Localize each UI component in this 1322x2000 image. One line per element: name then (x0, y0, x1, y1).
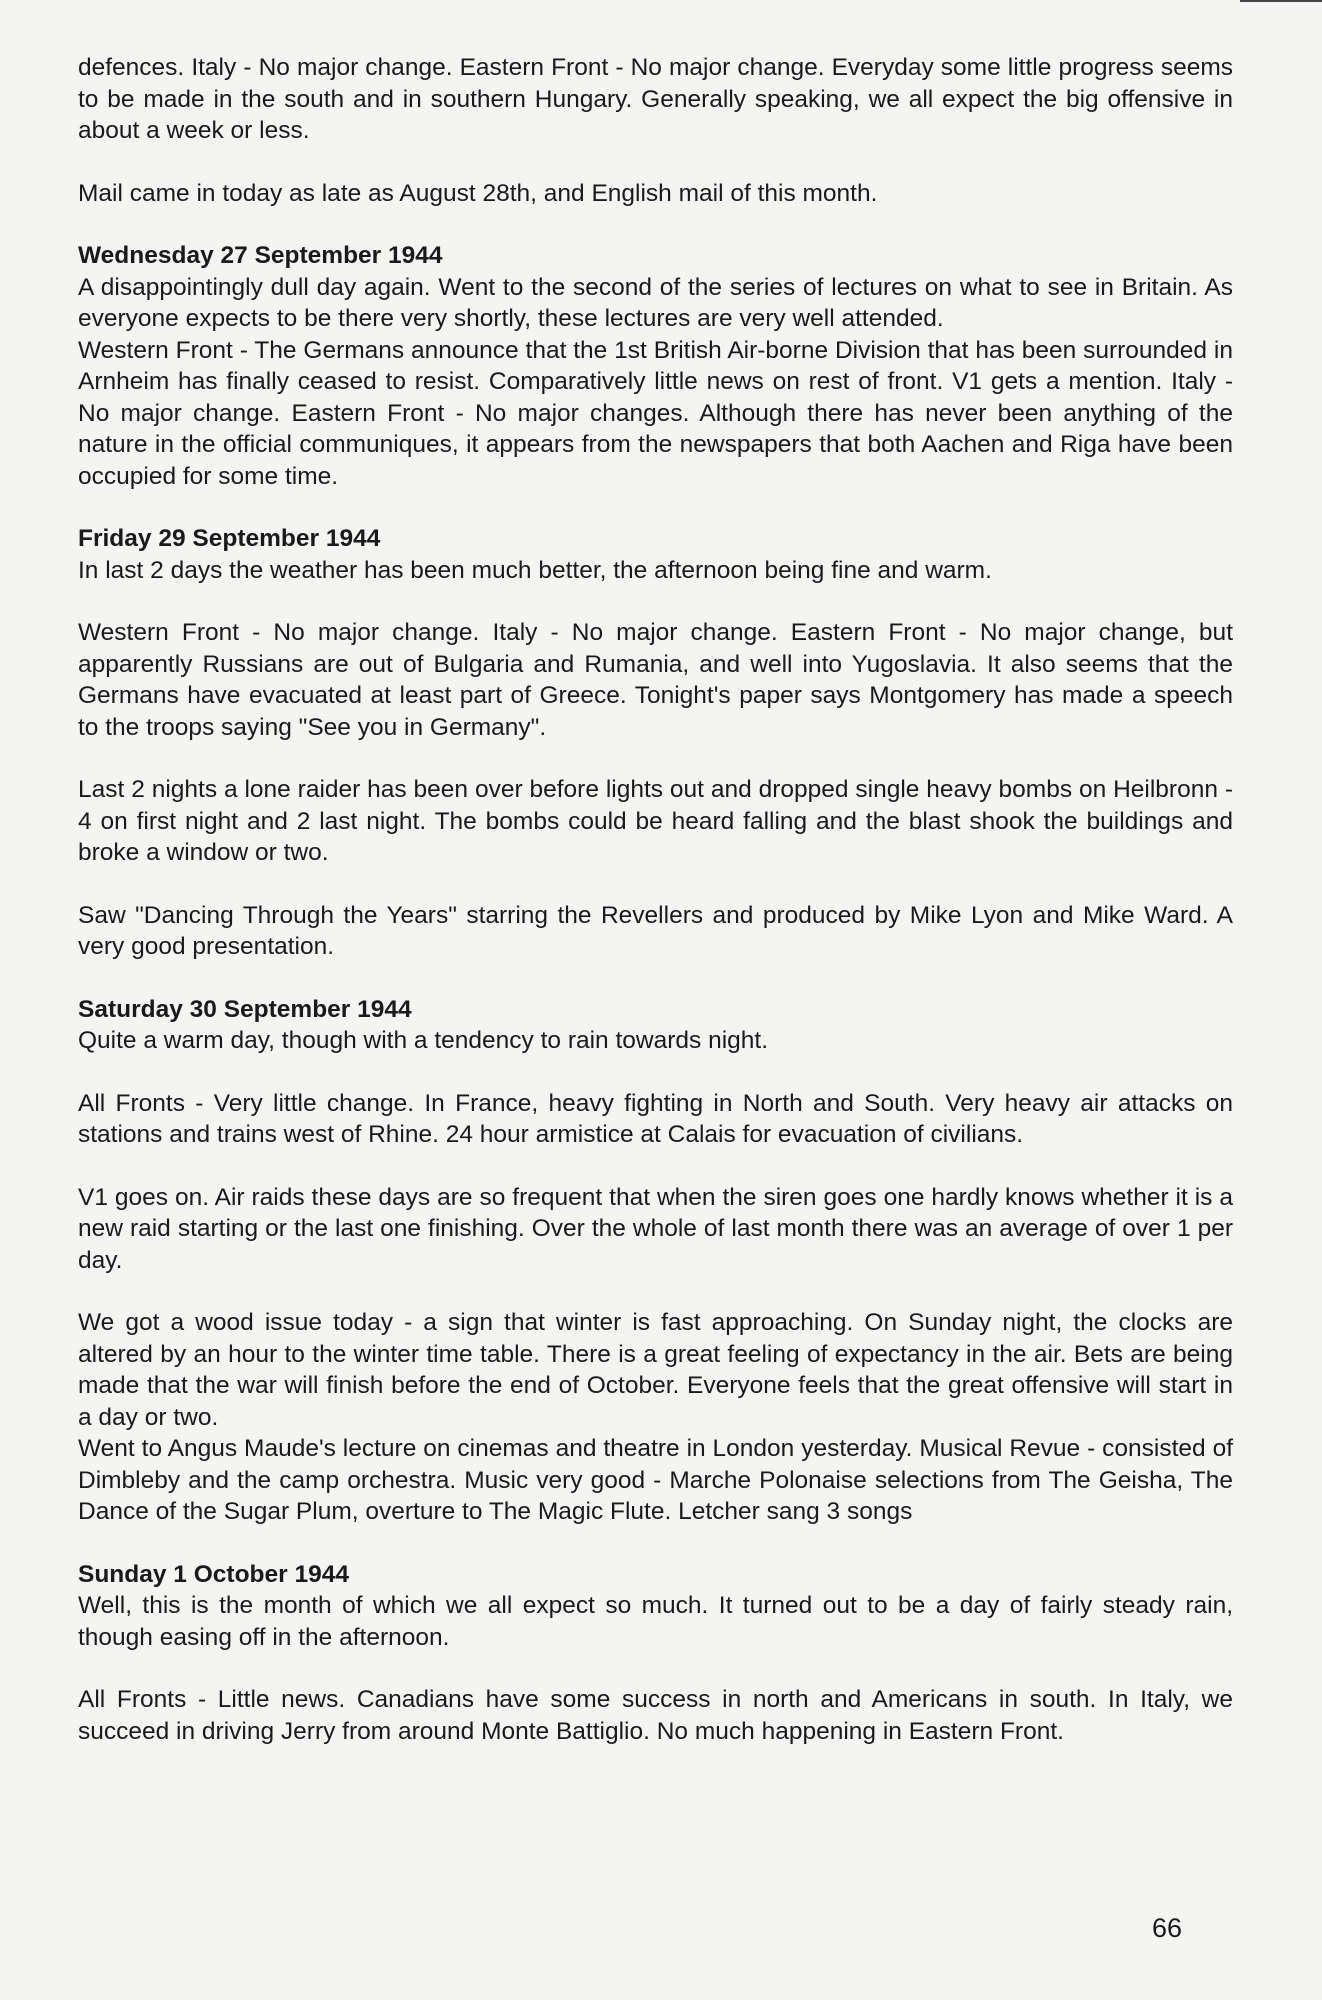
diary-entry-27-september (78, 240, 1233, 492)
top-edge-rule (1240, 0, 1322, 2)
entry-date-heading: Friday 29 September 1944 (78, 525, 381, 552)
entry-paragraph: Western Front - The Germans announce that the 1st British Air-borne Division that has been surrounded in Arnheim has finally ceased to resist. Comparatively little news on rest of front. V1 gets a mention. Italy - No major change. Eastern Front - No major changes. Although there has never been anything of the nature in the official communiques, it appears from the newspapers that both Aachen and Riga have been occupied for some time. (78, 336, 1233, 490)
entry-paragraph: Last 2 nights a lone raider has been over before lights out and dropped single heavy bombs on Heilbronn - 4 on first night and 2 last night. The bombs could be heard falling and the blast shook the buildings and broke a window or two. (78, 776, 1233, 866)
entry-paragraph: All Fronts - Very little change. In France, heavy fighting in North and South. Very heavy air attacks on stations and trains west of Rhine. 24 hour armistice at Calais for evacuation of civilians. (78, 1089, 1233, 1148)
entry-paragraph: Well, this is the month of which we all expect so much. It turned out to be a day of fairly steady rain, though easing off in the afternoon. (78, 1592, 1233, 1651)
paragraph-defences: defences. Italy - No major change. Eastern Front - No major change. Everyday some little progress seems to be made in the south and in southern Hungary. Generally speaking, we all expect the big offensive in about a week or less. (78, 54, 1233, 144)
diary-entry-30-september (78, 994, 1233, 1528)
paragraph-mail: Mail came in today as late as August 28th, and English mail of this month. (78, 179, 878, 207)
entry-paragraph: In last 2 days the weather has been much better, the afternoon being fine and warm. (78, 556, 992, 584)
entry-paragraph: We got a wood issue today - a sign that winter is fast approaching. On Sunday night, the clocks are altered by an hour to the winter time table. There is a great feeling of expectancy in the air. Bets are being made that the war will finish before the end of October. Everyone feels that the great offensive will start in a day or two. (78, 1309, 1233, 1431)
entry-paragraph: Quite a warm day, though with a tendency to rain towards night. (78, 1027, 769, 1054)
page-number: 66 (1152, 1913, 1183, 1943)
document-body (78, 52, 1233, 1778)
diary-entry-29-september (78, 523, 1233, 963)
entry-paragraph: Saw "Dancing Through the Years" starring the Revellers and produced by Mike Lyon and Mike Ward. A very good presentation. (78, 901, 1233, 960)
entry-paragraph: Went to Angus Maude's lecture on cinemas and theatre in London yesterday. Musical Revue - consisted of Dimbleby and the camp orchestra. Music very good - Marche Polonaise selections from The Geisha, The Dance of the Sugar Plum, overture to The Magic Flute. Letcher sang 3 songs (78, 1435, 1233, 1525)
entry-paragraph: V1 goes on. Air raids these days are so frequent that when the siren goes one hardly knows whether it is a new raid starting or the last one finishing. Over the whole of last month there was an average of over 1 per day. (78, 1183, 1233, 1274)
entry-paragraph: Western Front - No major change. Italy - No major change. Eastern Front - No major change, but apparently Russians are out of Bulgaria and Rumania, and well into Yugoslavia. It also seems that the Germans have evacuated at least part of Greece. Tonight's paper says Montgomery has made a speech to the troops saying "See you in Germany". (78, 619, 1233, 741)
diary-entry-1-october (78, 1559, 1233, 1748)
entry-date-heading: Sunday 1 October 1944 (78, 1560, 349, 1588)
entry-date-heading: Saturday 30 September 1944 (78, 995, 412, 1023)
entry-paragraph: A disappointingly dull day again. Went to the second of the series of lectures on what to see in Britain. As everyone expects to be there very shortly, these lectures are very well attended. (78, 273, 1233, 332)
entry-date-heading: Wednesday 27 September 1944 (78, 242, 443, 269)
entry-paragraph: All Fronts - Little news. Canadians have some success in north and Americans in south. In Italy, we succeed in driving Jerry from around Monte Battiglio. No much happening in Eastern Front. (78, 1686, 1233, 1745)
